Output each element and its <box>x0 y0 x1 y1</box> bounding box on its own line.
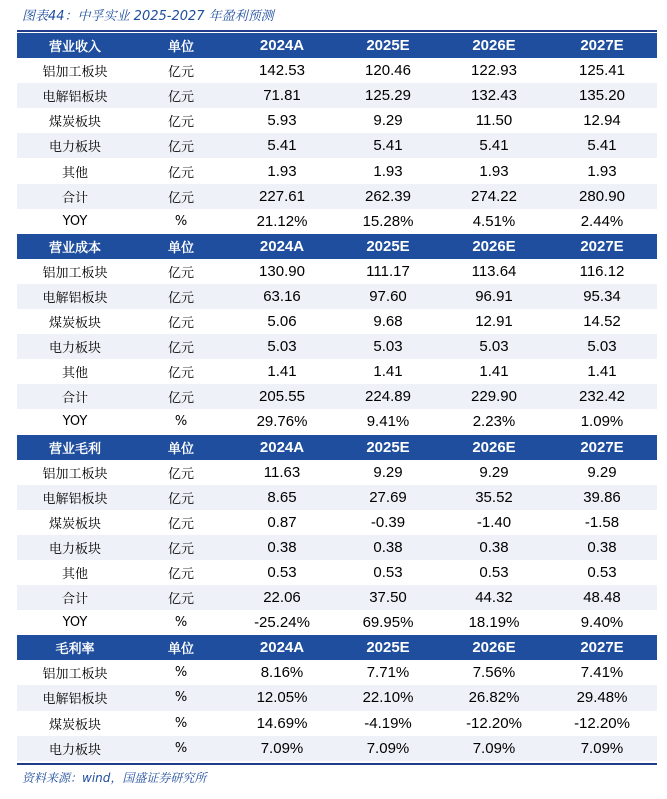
value-cell: 9.40% <box>580 614 624 632</box>
value-cell: 227.61 <box>229 184 335 209</box>
table-row <box>17 610 657 635</box>
table-row <box>17 108 657 133</box>
year-header: 2024A <box>229 234 335 259</box>
unit-header: 单位 <box>133 635 229 660</box>
value-cell: 7.09% <box>335 736 441 761</box>
value-cell: 0.53 <box>587 564 617 582</box>
forecast-table <box>17 33 657 761</box>
table-row <box>17 309 657 334</box>
value-cell: 1.93 <box>267 162 297 180</box>
value-cell: 11.63 <box>263 463 301 481</box>
value-cell: 130.90 <box>259 262 305 280</box>
value-cell: 1.09% <box>580 413 624 431</box>
table-row <box>17 133 657 158</box>
value-cell: 0.38 <box>441 535 547 560</box>
unit-cell: 亿元 <box>133 334 229 359</box>
value-cell: -4.19% <box>364 714 412 732</box>
row-label: 其他 <box>61 567 88 583</box>
value-cell: 5.03 <box>547 334 657 359</box>
value-cell: 125.41 <box>579 62 625 80</box>
table-row <box>17 535 657 560</box>
value-cell: 9.29 <box>587 463 617 481</box>
unit-cell: 亿元 <box>167 366 194 382</box>
year-header: 2024A <box>229 635 335 660</box>
row-label: 铝加工板块 <box>42 65 108 81</box>
value-cell: 111.17 <box>366 262 410 280</box>
unit-cell: 亿元 <box>133 284 229 309</box>
value-cell: 125.29 <box>335 83 441 108</box>
value-cell: 0.53 <box>267 564 297 582</box>
value-cell: 9.68 <box>373 313 403 331</box>
value-cell: -1.58 <box>584 513 620 531</box>
value-cell: 5.41 <box>441 133 547 158</box>
value-cell: 1.93 <box>479 162 509 180</box>
value-cell: 142.53 <box>259 62 305 80</box>
unit-cell: 亿元 <box>167 115 194 131</box>
table-row <box>17 485 657 510</box>
table-row <box>17 660 657 685</box>
value-cell: 5.03 <box>441 334 547 359</box>
section-title: 营业成本 <box>17 234 133 259</box>
value-cell: 0.87 <box>267 513 297 531</box>
value-cell: 8.16% <box>260 664 304 682</box>
table-row <box>17 585 657 610</box>
unit-cell: 亿元 <box>133 83 229 108</box>
value-cell: 5.41 <box>335 133 441 158</box>
row-label: 铝加工板块 <box>42 265 108 281</box>
value-cell: 48.48 <box>547 585 657 610</box>
value-cell: 232.42 <box>547 384 657 409</box>
section-header-row <box>17 33 657 58</box>
row-label: 煤炭板块 <box>48 115 101 131</box>
year-header: 2025E <box>335 234 441 259</box>
table-row <box>17 510 657 535</box>
value-cell: 44.32 <box>441 585 547 610</box>
year-header: 2025E <box>335 33 441 58</box>
row-label: 煤炭板块 <box>48 717 101 733</box>
table-row <box>17 384 657 409</box>
value-cell: 8.65 <box>229 485 335 510</box>
row-label: 合计 <box>17 184 133 209</box>
row-label: 电力板块 <box>17 736 133 761</box>
value-cell: 63.16 <box>229 284 335 309</box>
table-row <box>17 685 657 710</box>
value-cell: -12.20% <box>466 714 522 732</box>
year-header: 2026E <box>441 234 547 259</box>
value-cell: -0.39 <box>370 513 406 531</box>
value-cell: 26.82% <box>441 685 547 710</box>
value-cell: 15.28% <box>362 212 414 230</box>
unit-cell: 亿元 <box>167 65 194 81</box>
value-cell: 21.12% <box>256 212 308 230</box>
value-cell: 9.29 <box>373 112 403 130</box>
year-header: 2025E <box>335 635 441 660</box>
value-cell: 11.50 <box>475 112 513 130</box>
unit-cell: % <box>174 615 188 631</box>
row-label: 电解铝板块 <box>17 485 133 510</box>
value-cell: -25.24% <box>254 614 310 632</box>
row-label: 铝加工板块 <box>42 667 108 683</box>
value-cell: 132.43 <box>441 83 547 108</box>
value-cell: 280.90 <box>547 184 657 209</box>
row-label: YOY <box>62 213 88 229</box>
unit-cell: % <box>174 213 188 229</box>
value-cell: 2.44% <box>580 212 624 230</box>
value-cell: 7.09% <box>547 736 657 761</box>
value-cell: 14.52 <box>583 313 621 331</box>
unit-cell: 亿元 <box>133 184 229 209</box>
value-cell: 5.41 <box>547 133 657 158</box>
value-cell: 1.41 <box>373 363 403 381</box>
value-cell: 7.71% <box>366 664 410 682</box>
value-cell: 135.20 <box>547 83 657 108</box>
value-cell: 5.03 <box>229 334 335 359</box>
row-label: 电力板块 <box>17 133 133 158</box>
table-row <box>17 158 657 183</box>
unit-cell: 亿元 <box>133 384 229 409</box>
row-label: YOY <box>62 414 88 430</box>
table-row <box>17 83 657 108</box>
unit-cell: 亿元 <box>167 265 194 281</box>
table-row <box>17 736 657 761</box>
source-note: 资料来源：wind，国盛证券研究所 <box>22 771 207 785</box>
unit-cell: 亿元 <box>167 567 194 583</box>
section-header-row <box>17 234 657 259</box>
value-cell: 4.51% <box>472 212 516 230</box>
value-cell: -12.20% <box>574 714 630 732</box>
row-label: 电解铝板块 <box>17 83 133 108</box>
value-cell: 71.81 <box>229 83 335 108</box>
row-label: YOY <box>62 615 88 631</box>
unit-cell: 亿元 <box>133 485 229 510</box>
unit-cell: 亿元 <box>167 316 194 332</box>
unit-cell: 亿元 <box>167 165 194 181</box>
year-header: 2027E <box>547 435 657 460</box>
value-cell: 1.41 <box>587 363 617 381</box>
value-cell: 97.60 <box>335 284 441 309</box>
unit-header: 单位 <box>133 234 229 259</box>
value-cell: 29.48% <box>547 685 657 710</box>
unit-header: 单位 <box>133 33 229 58</box>
year-header: 2025E <box>335 435 441 460</box>
table-row <box>17 711 657 736</box>
value-cell: 9.29 <box>373 463 403 481</box>
row-label: 电力板块 <box>17 334 133 359</box>
section-header-row <box>17 435 657 460</box>
unit-cell: 亿元 <box>133 535 229 560</box>
bottom-rule <box>17 763 657 765</box>
unit-cell: % <box>133 685 229 710</box>
value-cell: 0.53 <box>373 564 403 582</box>
value-cell: 0.53 <box>479 564 509 582</box>
table-row <box>17 560 657 585</box>
table-row <box>17 409 657 434</box>
value-cell: -1.40 <box>476 513 512 531</box>
row-label: 电力板块 <box>17 535 133 560</box>
year-header: 2026E <box>441 635 547 660</box>
value-cell: 5.03 <box>335 334 441 359</box>
value-cell: 29.76% <box>256 413 308 431</box>
unit-cell: % <box>174 414 188 430</box>
value-cell: 7.09% <box>441 736 547 761</box>
row-label: 其他 <box>61 366 88 382</box>
value-cell: 262.39 <box>335 184 441 209</box>
value-cell: 22.10% <box>335 685 441 710</box>
value-cell: 95.34 <box>547 284 657 309</box>
value-cell: 22.06 <box>229 585 335 610</box>
row-label: 煤炭板块 <box>48 516 101 532</box>
value-cell: 116.12 <box>579 262 625 280</box>
unit-header: 单位 <box>133 435 229 460</box>
value-cell: 5.06 <box>267 313 297 331</box>
year-header: 2027E <box>547 33 657 58</box>
unit-cell: 亿元 <box>133 585 229 610</box>
value-cell: 18.19% <box>468 614 520 632</box>
value-cell: 120.46 <box>365 62 411 80</box>
value-cell: 0.38 <box>229 535 335 560</box>
year-header: 2027E <box>547 234 657 259</box>
row-label: 合计 <box>17 585 133 610</box>
unit-cell: % <box>174 715 188 731</box>
section-title: 营业收入 <box>17 33 133 58</box>
top-rule <box>17 30 657 32</box>
value-cell: 224.89 <box>335 384 441 409</box>
row-label: 电解铝板块 <box>17 685 133 710</box>
value-cell: 122.93 <box>471 62 517 80</box>
table-row <box>17 259 657 284</box>
value-cell: 12.94 <box>583 112 621 130</box>
value-cell: 229.90 <box>441 384 547 409</box>
value-cell: 0.38 <box>335 535 441 560</box>
unit-cell: 亿元 <box>167 516 194 532</box>
value-cell: 37.50 <box>335 585 441 610</box>
value-cell: 5.93 <box>267 112 297 130</box>
value-cell: 113.64 <box>471 262 517 280</box>
value-cell: 35.52 <box>441 485 547 510</box>
year-header: 2024A <box>229 435 335 460</box>
value-cell: 14.69% <box>256 714 308 732</box>
unit-cell: 亿元 <box>167 466 194 482</box>
table-row <box>17 284 657 309</box>
value-cell: 12.91 <box>475 313 513 331</box>
value-cell: 0.38 <box>547 535 657 560</box>
year-header: 2024A <box>229 33 335 58</box>
year-header: 2027E <box>547 635 657 660</box>
unit-cell: % <box>174 665 188 681</box>
table-row <box>17 460 657 485</box>
value-cell: 1.41 <box>479 363 509 381</box>
section-header-row <box>17 635 657 660</box>
value-cell: 5.41 <box>229 133 335 158</box>
table-row <box>17 58 657 83</box>
value-cell: 1.93 <box>373 162 403 180</box>
value-cell: 1.93 <box>587 162 617 180</box>
section-title: 营业毛利 <box>17 435 133 460</box>
table-row <box>17 209 657 234</box>
value-cell: 205.55 <box>229 384 335 409</box>
table-row <box>17 334 657 359</box>
value-cell: 27.69 <box>335 485 441 510</box>
row-label: 其他 <box>61 165 88 181</box>
value-cell: 2.23% <box>472 413 516 431</box>
value-cell: 9.41% <box>366 413 410 431</box>
year-header: 2026E <box>441 33 547 58</box>
value-cell: 1.41 <box>267 363 297 381</box>
year-header: 2026E <box>441 435 547 460</box>
figure-title: 图表44：中孚实业 2025-2027 年盈利预测 <box>22 9 274 24</box>
table-row <box>17 359 657 384</box>
value-cell: 96.91 <box>441 284 547 309</box>
value-cell: 7.41% <box>580 664 624 682</box>
row-label: 合计 <box>17 384 133 409</box>
value-cell: 12.05% <box>229 685 335 710</box>
table-row <box>17 184 657 209</box>
value-cell: 39.86 <box>547 485 657 510</box>
value-cell: 7.09% <box>229 736 335 761</box>
value-cell: 69.95% <box>362 614 414 632</box>
value-cell: 9.29 <box>479 463 509 481</box>
value-cell: 7.56% <box>472 664 516 682</box>
unit-cell: % <box>133 736 229 761</box>
row-label: 铝加工板块 <box>42 466 108 482</box>
value-cell: 274.22 <box>441 184 547 209</box>
unit-cell: 亿元 <box>133 133 229 158</box>
row-label: 电解铝板块 <box>17 284 133 309</box>
section-title: 毛利率 <box>17 635 133 660</box>
row-label: 煤炭板块 <box>48 316 101 332</box>
